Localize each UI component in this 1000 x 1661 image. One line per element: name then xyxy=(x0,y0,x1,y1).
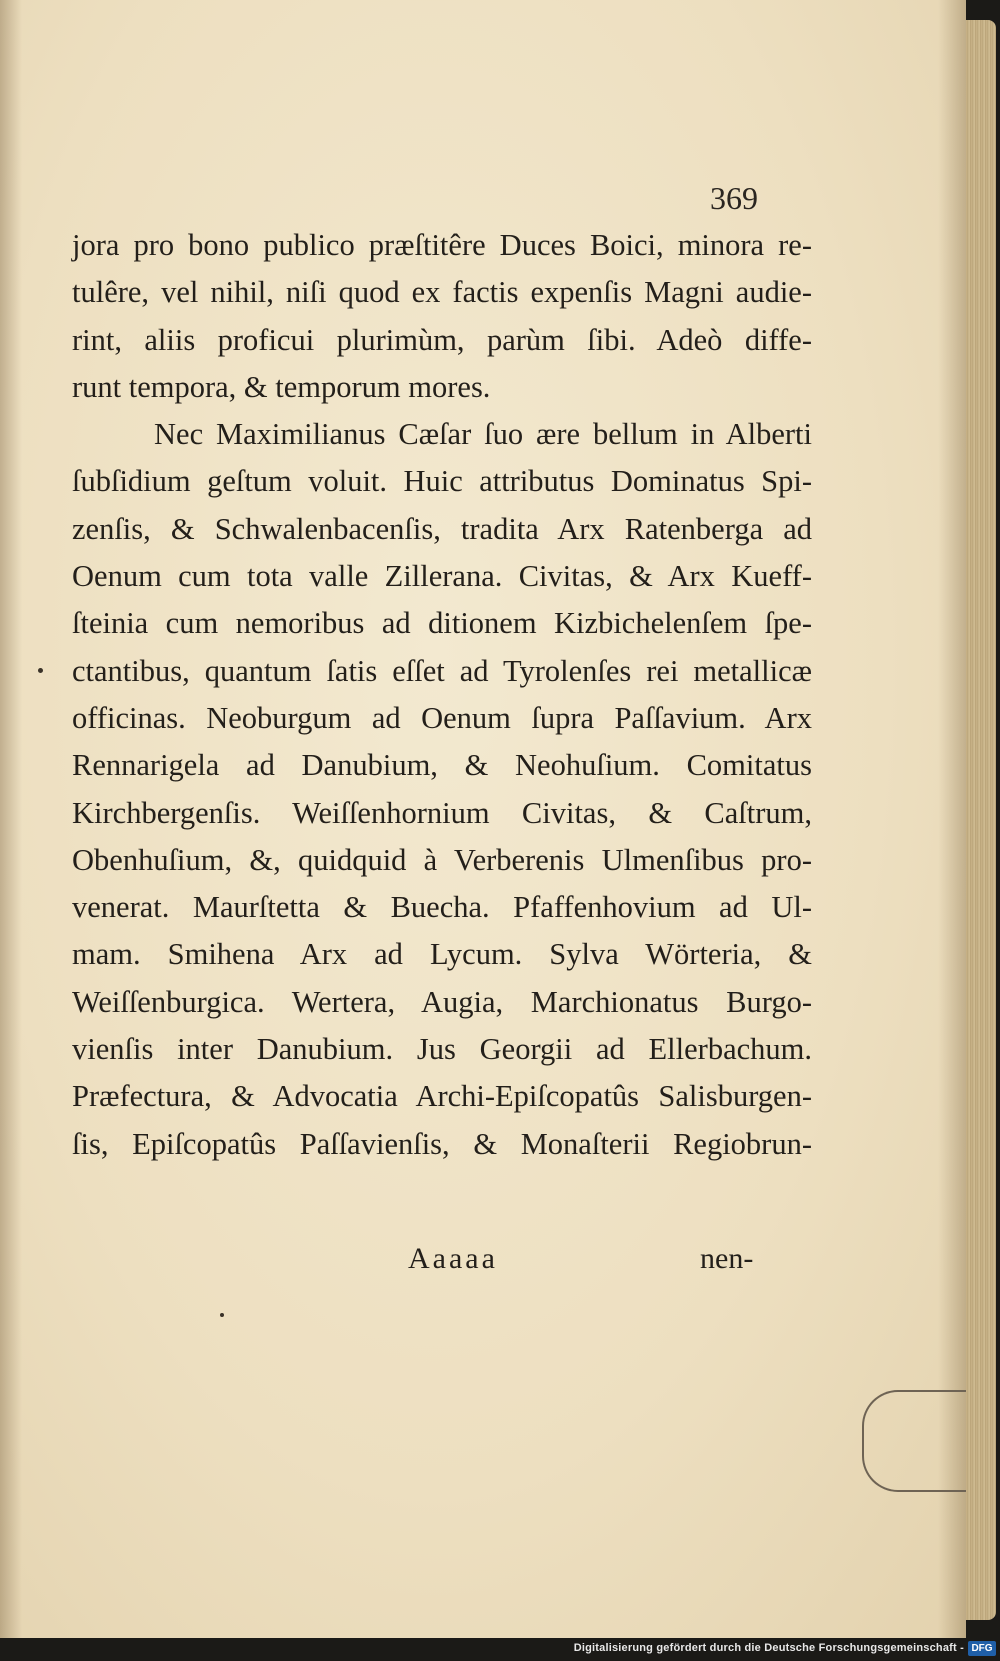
text-line: mam. Smihena Arx ad Lycum. Sylva Wörteria, & xyxy=(72,937,812,972)
dfg-logo: DFG xyxy=(968,1641,996,1656)
page-left-shadow xyxy=(0,0,22,1638)
text-line: Rennarigela ad Danubium, & Neohuſium. Comitatus xyxy=(72,748,812,783)
text-line: ſis, Epiſcopatûs Paſſavienſis, & Monaſterii Regiobrun- xyxy=(72,1126,812,1161)
text-line: venerat. Maurſtetta & Buecha. Pfaffenhovium ad Ul- xyxy=(72,890,812,925)
text-line: runt tempora, & temporum mores. xyxy=(72,369,491,404)
text-line: ctantibus, quantum ſatis eſſet ad Tyrolenſes rei metallicæ xyxy=(72,653,812,688)
text-line: rint, aliis proficui plurimùm, parùm ſibi. Adeò diffe- xyxy=(72,322,812,357)
text-line: Obenhuſium, &, quidquid à Verberenis Ulmenſibus pro- xyxy=(72,842,812,877)
text-line: Kirchbergenſis. Weiſſenhornium Civitas, & Caſtrum, xyxy=(72,795,812,830)
text-line: ſubſidium geſtum voluit. Huic attributus Dominatus Spi- xyxy=(72,464,812,499)
credit-bar xyxy=(0,1638,1000,1661)
text-line: vienſis inter Danubium. Jus Georgii ad Ellerbachum. xyxy=(72,1032,812,1067)
text-line: Weiſſenburgica. Wertera, Augia, Marchionatus Burgo- xyxy=(72,984,812,1019)
book-fore-edge xyxy=(966,20,996,1620)
text-line: ſteinia cum nemoribus ad ditionem Kizbichelenſem ſpe- xyxy=(72,606,812,641)
text-line: Præfectura, & Advocatia Archi-Epiſcopatûs Salisburgen- xyxy=(72,1079,812,1114)
page-footer xyxy=(0,1242,966,1286)
signature-mark: Aaaaa xyxy=(408,1242,498,1275)
credit-text: Digitalisierung gefördert durch die Deutsche Forschungsgemeinschaft - xyxy=(573,1642,964,1654)
body-text xyxy=(72,222,812,1168)
text-line: Oenum cum tota valle Zillerana. Civitas, & Arx Kueff- xyxy=(72,559,812,594)
text-line: tulêre, vel nihil, niſi quod ex factis expenſis Magni audie- xyxy=(72,275,812,310)
text-line: jora pro bono publico præſtitêre Duces Boici, minora re- xyxy=(72,228,812,262)
catchword: nen- xyxy=(700,1242,754,1275)
page-tab-mark xyxy=(862,1390,966,1492)
text-line: Nec Maximilianus Cæſar ſuo ære bellum in Alberti xyxy=(154,417,812,452)
page-number: 369 xyxy=(710,180,758,216)
text-line: officinas. Neoburgum ad Oenum ſupra Paſſavium. Arx xyxy=(72,700,812,735)
text-line: zenſis, & Schwalenbacenſis, tradita Arx Ratenberga ad xyxy=(72,511,812,546)
ink-speck xyxy=(220,1313,224,1317)
ink-speck xyxy=(38,668,43,673)
